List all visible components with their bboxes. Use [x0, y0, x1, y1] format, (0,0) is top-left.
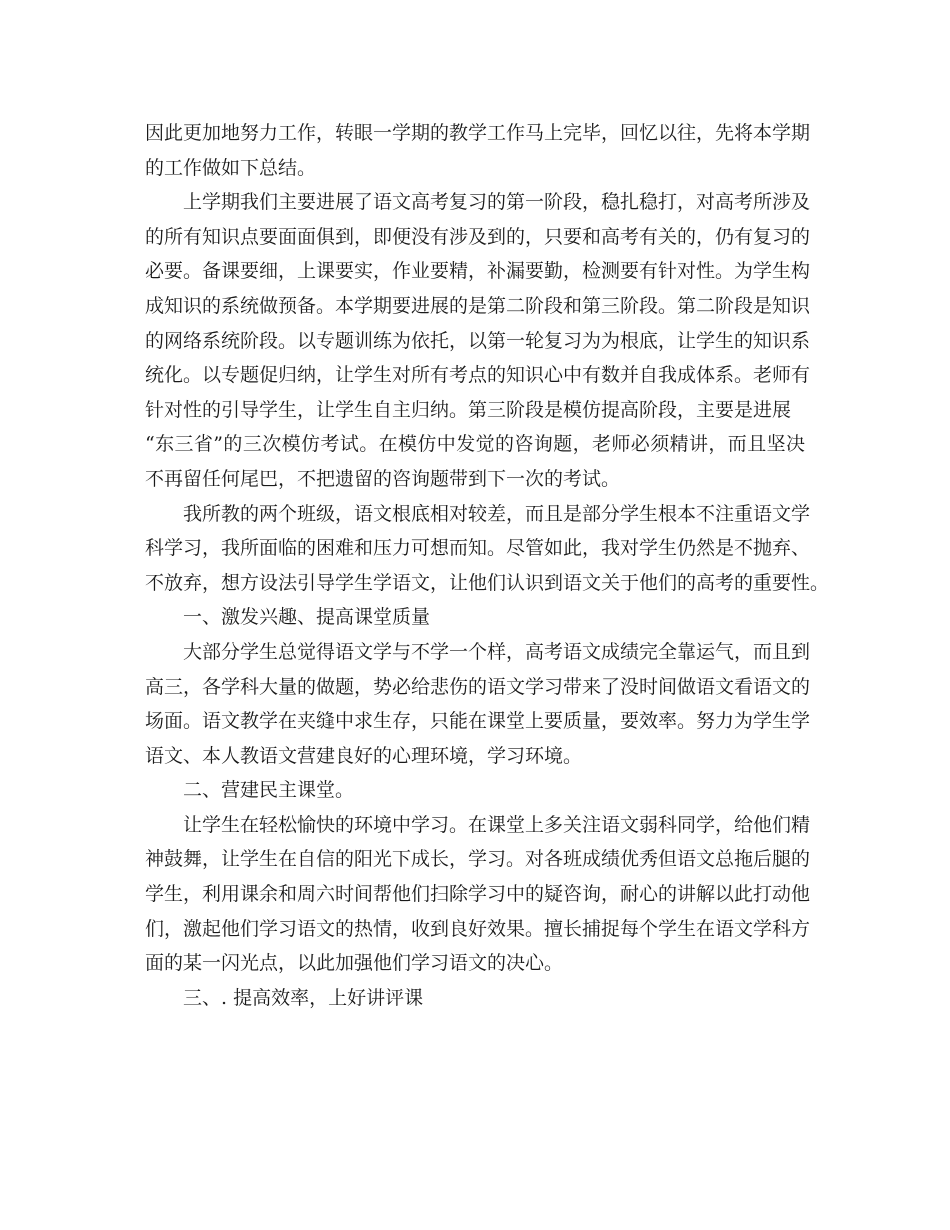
text-line: 的网络系统阶段。以专题训练为依托，以第一轮复习为为根底，让学生的知识系	[145, 329, 811, 352]
text-line: 场面。语文教学在夹缝中求生存，只能在课堂上要质量，要效率。努力为学生学	[145, 710, 811, 733]
text-line: 成知识的系统做预备。本学期要进展的是第二阶段和第三阶段。第二阶段是知识	[145, 294, 811, 317]
text-line: 面的某一闪光点，以此加强他们学习语文的决心。	[145, 952, 564, 975]
text-line: 我所教的两个班级，语文根底相对较差，而且是部分学生根本不注重语文学	[183, 502, 811, 525]
text-line: 科学习，我所面临的困难和压力可想而知。尽管如此，我对学生仍然是不抛弃、	[145, 537, 811, 560]
text-line: 让学生在轻松愉快的环境中学习。在课堂上多关注语文弱科同学，给他们精	[183, 813, 811, 836]
text-line: 因此更加地努力工作，转眼一学期的教学工作马上完毕，回忆以往，先将本学期	[145, 122, 811, 144]
document-body	[145, 116, 830, 1015]
text-line: 统化。以专题促归纳，让学生对所有考点的知识心中有数并自我成体系。老师有	[145, 364, 811, 387]
text-line: 不再留任何尾巴，不把遗留的咨询题带到下一次的考试。	[145, 467, 621, 490]
text-line: 二、营建民主课堂。	[183, 779, 355, 802]
text-line: “东三省”的三次模仿考试。在模仿中发觉的咨询题，老师必须精讲，而且坚决	[145, 433, 805, 456]
text-line: 高三，各学科大量的做题，势必给悲伤的语文学习带来了没时间做语文看语文的	[145, 675, 811, 698]
text-line: 学生，利用课余和周六时间帮他们扫除学习中的疑咨询，耐心的讲解以此打动他	[145, 883, 811, 906]
text-line: 大部分学生总觉得语文学与不学一个样，高考语文成绩完全靠运气，而且到	[183, 640, 811, 663]
text-line: 一、激发兴趣、提高课堂质量	[183, 606, 431, 629]
text-line: 的工作做如下总结。	[145, 156, 317, 179]
text-line: 针对性的引导学生，让学生自主归纳。第三阶段是模仿提高阶段，主要是进展	[145, 398, 792, 421]
text-line: 三、. 提高效率，上好讲评课	[183, 986, 424, 1009]
text-line: 的所有知识点要面面俱到，即便没有涉及到的，只要和高考有关的，仍有复习的	[145, 225, 811, 248]
text-line: 不放弃，想方设法引导学生学语文，让他们认识到语文关于他们的高考的重要性。	[145, 571, 830, 594]
text-line: 上学期我们主要进展了语文高考复习的第一阶段，稳扎稳打，对高考所涉及	[183, 191, 811, 214]
text-line: 神鼓舞，让学生在自信的阳光下成长，学习。对各班成绩优秀但语文总拖后腿的	[145, 848, 811, 871]
text-line: 语文、本人教语文营建良好的心理环境，学习环境。	[145, 744, 583, 767]
text-line: 必要。备课要细，上课要实，作业要精，补漏要勤，检测要有针对性。为学生构	[145, 260, 811, 283]
text-line: 们，激起他们学习语文的热情，收到良好效果。擅长捕捉每个学生在语文学科方	[145, 917, 811, 940]
